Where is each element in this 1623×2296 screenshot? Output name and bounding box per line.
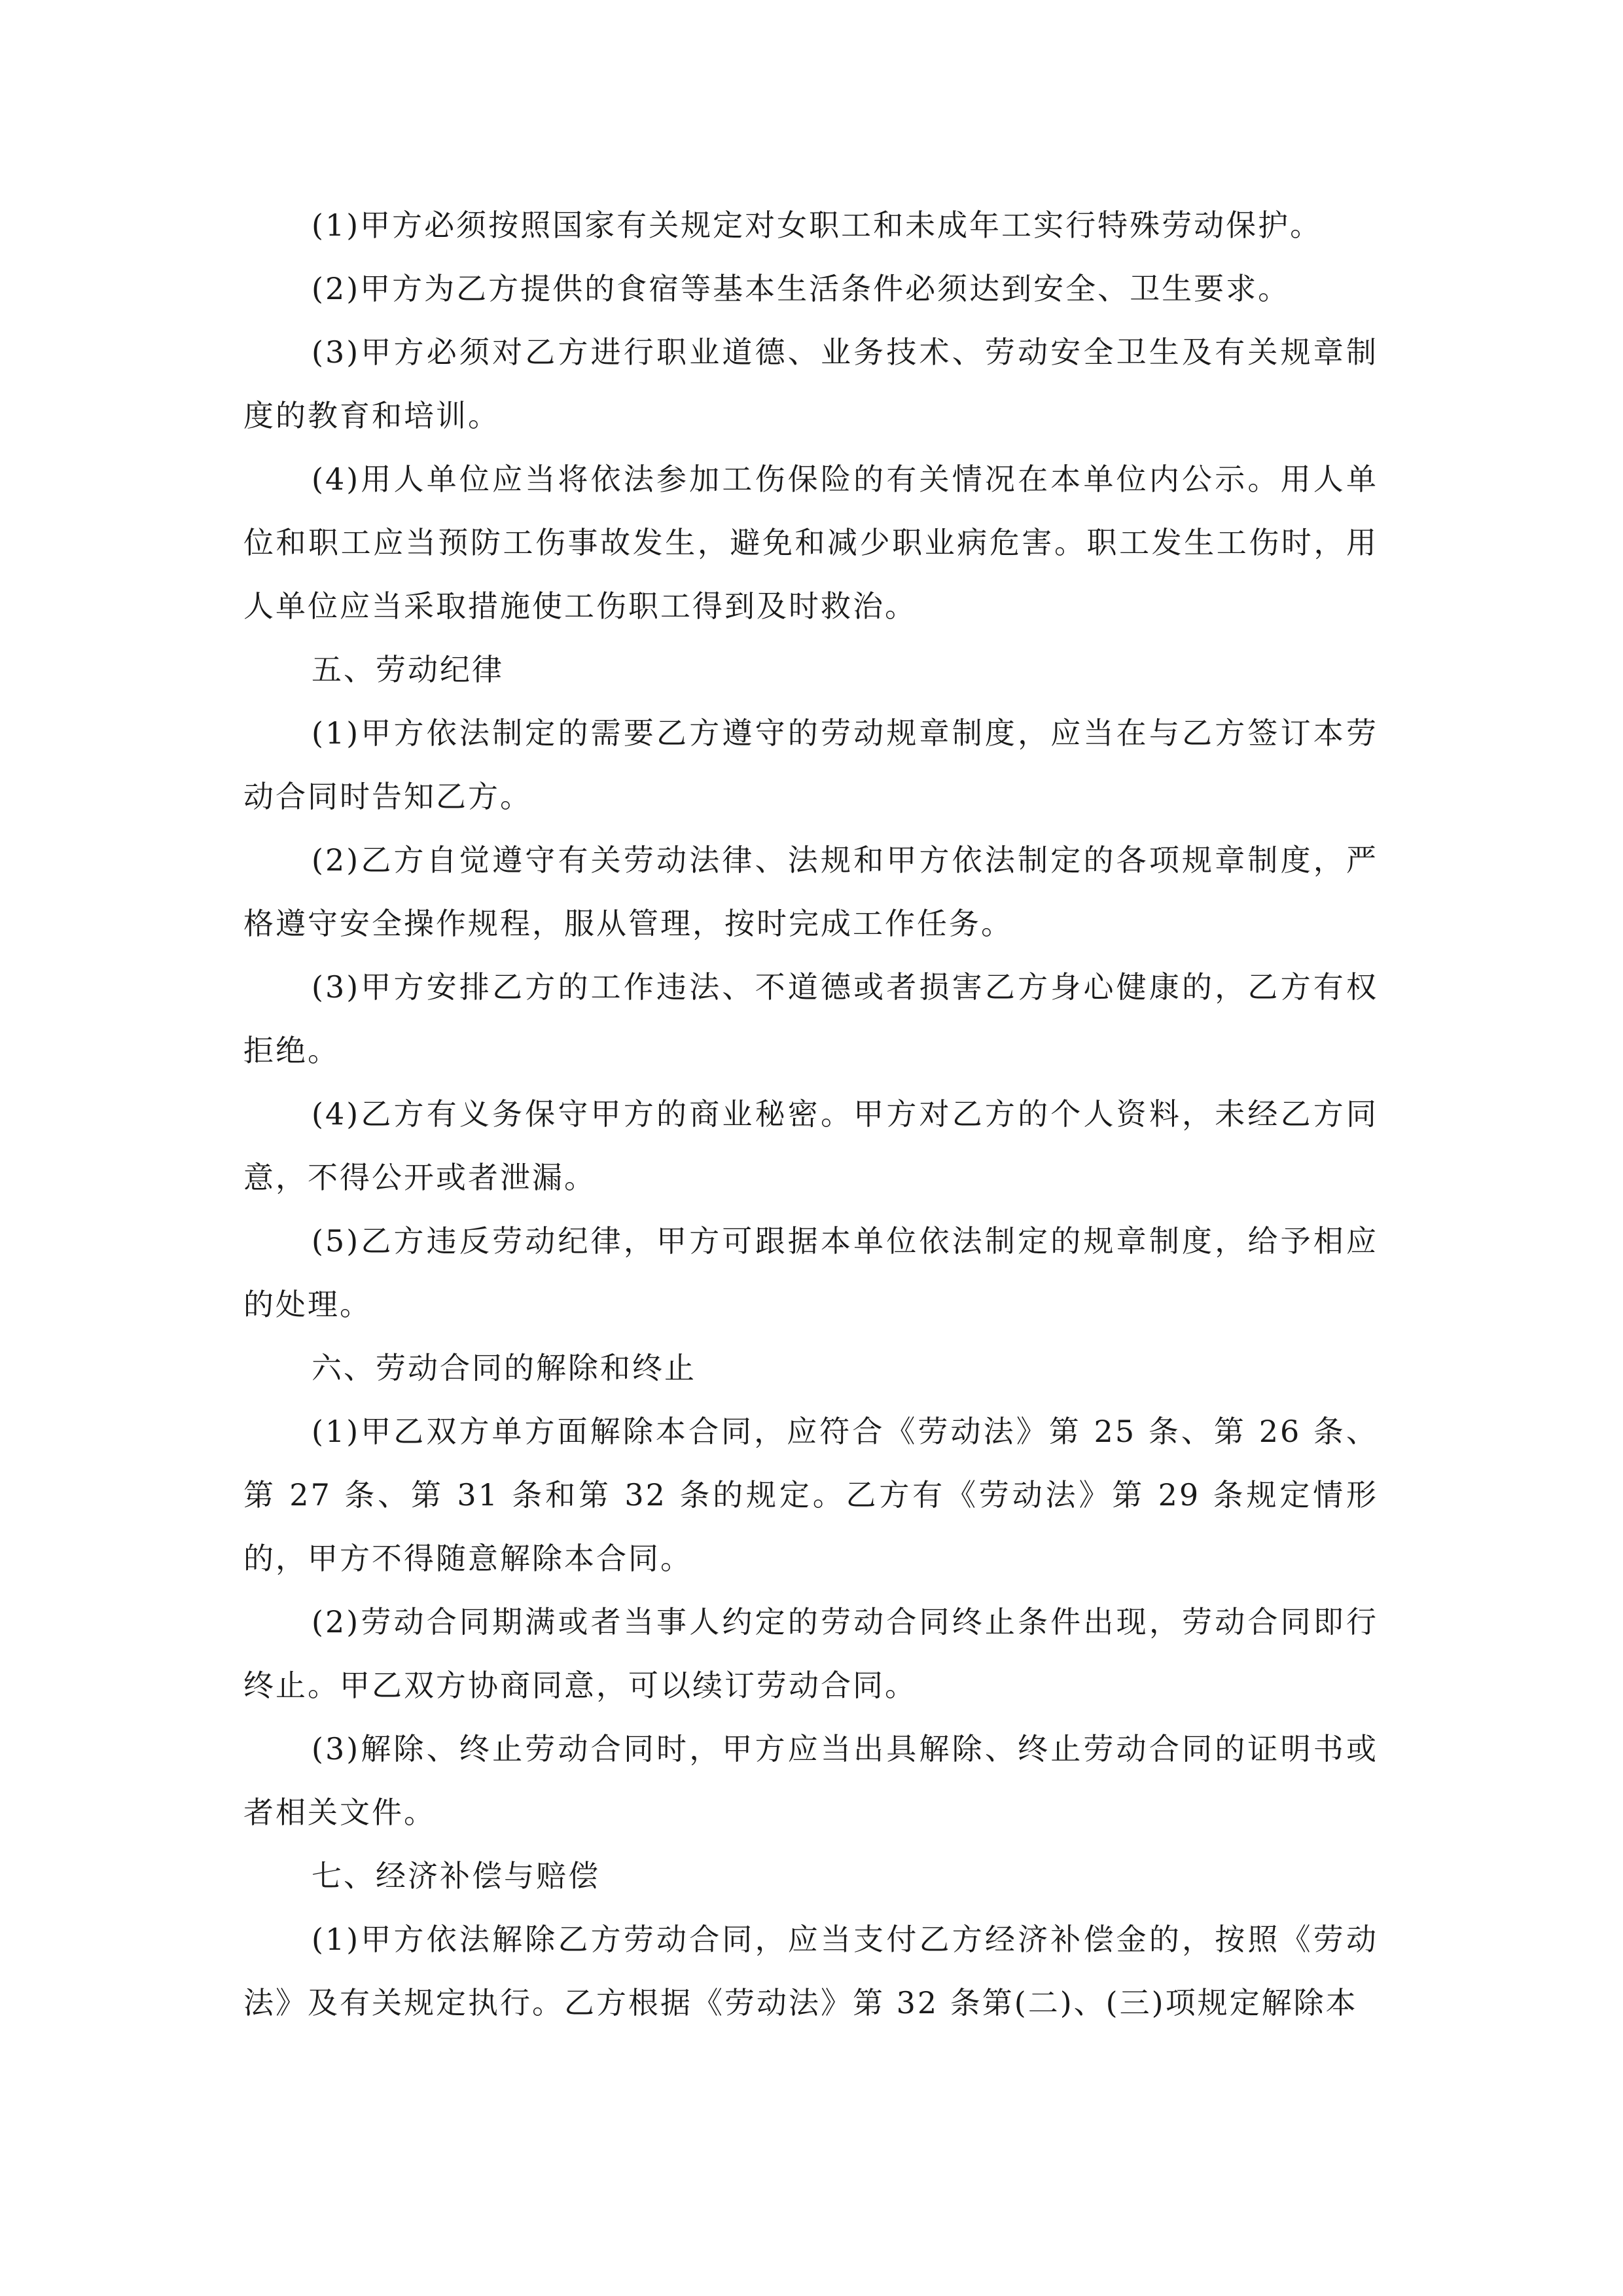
- paragraph-6-1: (1)甲乙双方单方面解除本合同，应符合《劳动法》第 25 条、第 26 条、第 27 条、第 31 条和第 32 条的规定。乙方有《劳动法》第 29 条规定情形的，甲方不得随意解除本合同。: [243, 1414, 1378, 1576]
- paragraph-5-3: (3)甲方安排乙方的工作违法、不道德或者损害乙方身心健康的，乙方有权拒绝。: [243, 969, 1378, 1068]
- paragraph-4-1: (1)甲方必须按照国家有关规定对女职工和未成年工实行特殊劳动保护。: [312, 207, 1323, 243]
- document-body: [243, 194, 1378, 2035]
- section-heading-6: 六、劳动合同的解除和终止: [312, 1350, 696, 1386]
- paragraph-4-3: (3)甲方必须对乙方进行职业道德、业务技术、劳动安全卫生及有关规章制度的教育和培训。: [243, 334, 1378, 433]
- paragraph-5-5: (5)乙方违反劳动纪律，甲方可跟据本单位依法制定的规章制度，给予相应的处理。: [243, 1223, 1378, 1322]
- paragraph-6-3: (3)解除、终止劳动合同时，甲方应当出具解除、终止劳动合同的证明书或者相关文件。: [243, 1731, 1378, 1830]
- section-heading-7: 七、经济补偿与赔偿: [312, 1858, 600, 1893]
- section-heading-5: 五、劳动纪律: [312, 652, 504, 687]
- paragraph-6-2: (2)劳动合同期满或者当事人约定的劳动合同终止条件出现，劳动合同即行终止。甲乙双方协商同意，可以续订劳动合同。: [243, 1604, 1378, 1703]
- paragraph-5-2: (2)乙方自觉遵守有关劳动法律、法规和甲方依法制定的各项规章制度，严格遵守安全操作规程，服从管理，按时完成工作任务。: [243, 842, 1378, 941]
- paragraph-4-2: (2)甲方为乙方提供的食宿等基本生活条件必须达到安全、卫生要求。: [312, 271, 1291, 306]
- paragraph-5-4: (4)乙方有义务保守甲方的商业秘密。甲方对乙方的个人资料，未经乙方同意，不得公开或者泄漏。: [243, 1096, 1378, 1195]
- paragraph-7-1: (1)甲方依法解除乙方劳动合同，应当支付乙方经济补偿金的，按照《劳动法》及有关规定执行。乙方根据《劳动法》第 32 条第(二)、(三)项规定解除本: [243, 1922, 1378, 2020]
- paragraph-4-4: (4)用人单位应当将依法参加工伤保险的有关情况在本单位内公示。用人单位和职工应当预防工伤事故发生，避免和减少职业病危害。职工发生工伤时，用人单位应当采取措施使工伤职工得到及时救治。: [243, 461, 1378, 624]
- paragraph-5-1: (1)甲方依法制定的需要乙方遵守的劳动规章制度，应当在与乙方签订本劳动合同时告知乙方。: [243, 715, 1378, 814]
